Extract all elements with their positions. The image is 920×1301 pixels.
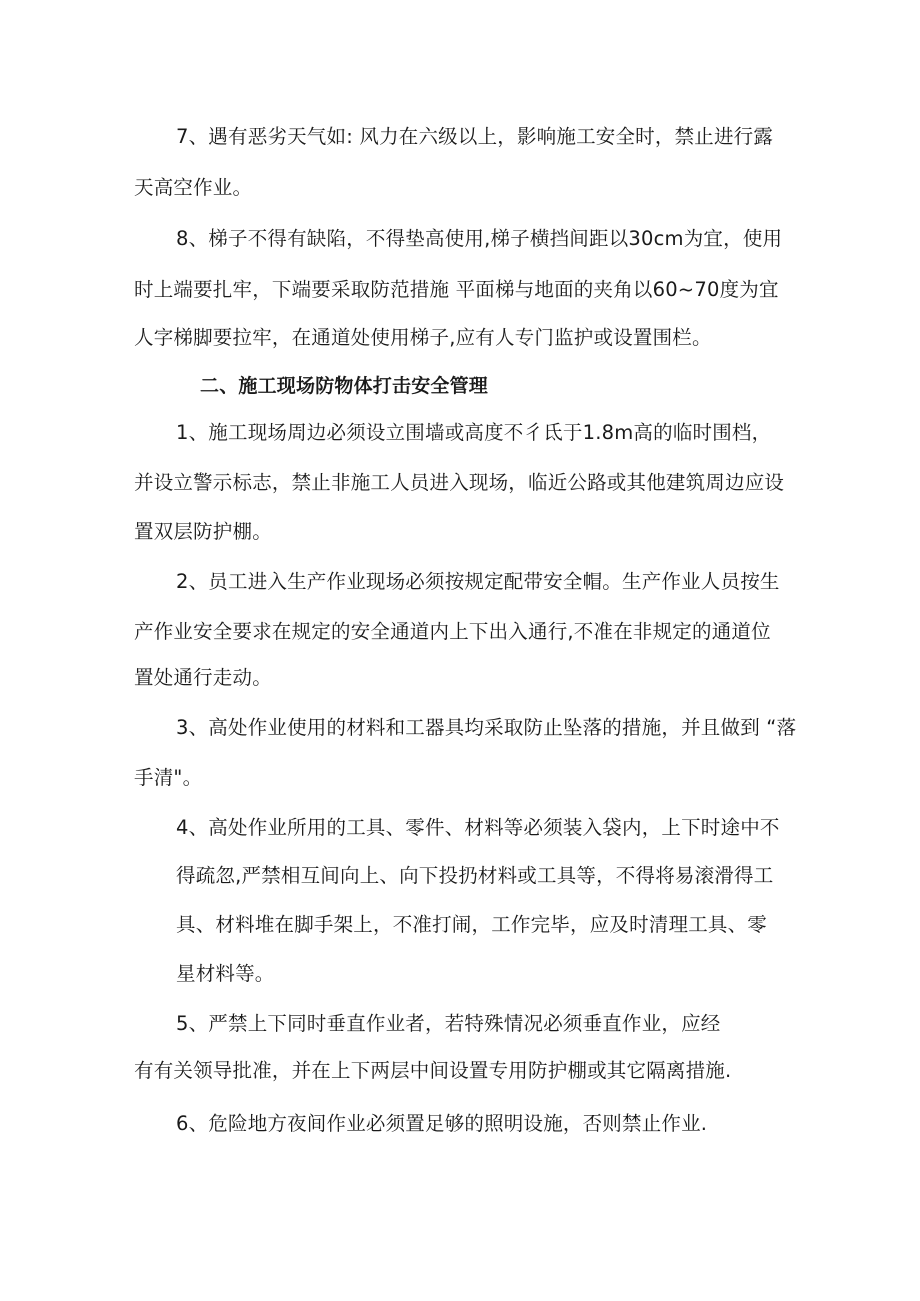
text-line: 7、遇有恶劣天气如: 风力在六级以上，影响施工安全时，禁止进行露: [176, 125, 774, 148]
text-line: 人字梯脚要拉牢，在通道处使用梯子,应有人专门监护或设置围栏。: [134, 326, 712, 349]
text-line: 具、材料堆在脚手架上，不准打闹，工作完毕，应及时清理工具、零: [176, 913, 768, 936]
text-line: 产作业安全要求在规定的安全通道内上下出入通行,不准在非规定的通道位: [134, 620, 771, 643]
text-line: 得疏忽,严禁相互间向上、向下投扔材料或工具等，不得将易滚滑得工: [176, 864, 774, 887]
text-line: 1、施工现场周边必须设立围墙或高度不彳氐于1.8m高的临时围档，: [176, 421, 772, 444]
text-line: 6、危险地方夜间作业必须置足够的照明设施，否则禁止作业.: [176, 1112, 708, 1135]
text-line: 3、高处作业使用的材料和工器具均采取防止坠落的措施，并且做到 “落: [176, 716, 797, 739]
text-line: 并设立警示标志，禁止非施工人员进入现场，临近公路或其他建筑周边应设: [134, 471, 785, 494]
section-heading: 二、施工现场防物体打击安全管理: [200, 375, 489, 397]
text-line: 2、员工进入生产作业现场必须按规定配带安全帽。生产作业人员按生: [176, 570, 780, 593]
text-line: 置处通行走动。: [134, 666, 272, 689]
text-line: 有有关领导批准，并在上下两层中间设置专用防护棚或其它隔离措施.: [134, 1059, 732, 1082]
text-line: 时上端要扎牢，下端要采取防范措施 平面梯与地面的夹角以60~70度为宜: [134, 278, 779, 301]
text-line: 4、高处作业所用的工具、零件、材料等必须装入袋内，上下时途中不: [176, 816, 780, 839]
text-line: 天高空作业。: [134, 176, 253, 199]
text-line: 5、严禁上下同时垂直作业者，若特殊情况必须垂直作业，应经: [176, 1012, 721, 1035]
text-line: 8、梯子不得有缺陷，不得垫高使用,梯子横挡间距以30cm为宜，使用: [176, 227, 783, 250]
text-line: 星材料等。: [176, 962, 275, 985]
text-line: 手清"。: [134, 766, 203, 789]
text-line: 置双层防护棚。: [134, 520, 272, 543]
